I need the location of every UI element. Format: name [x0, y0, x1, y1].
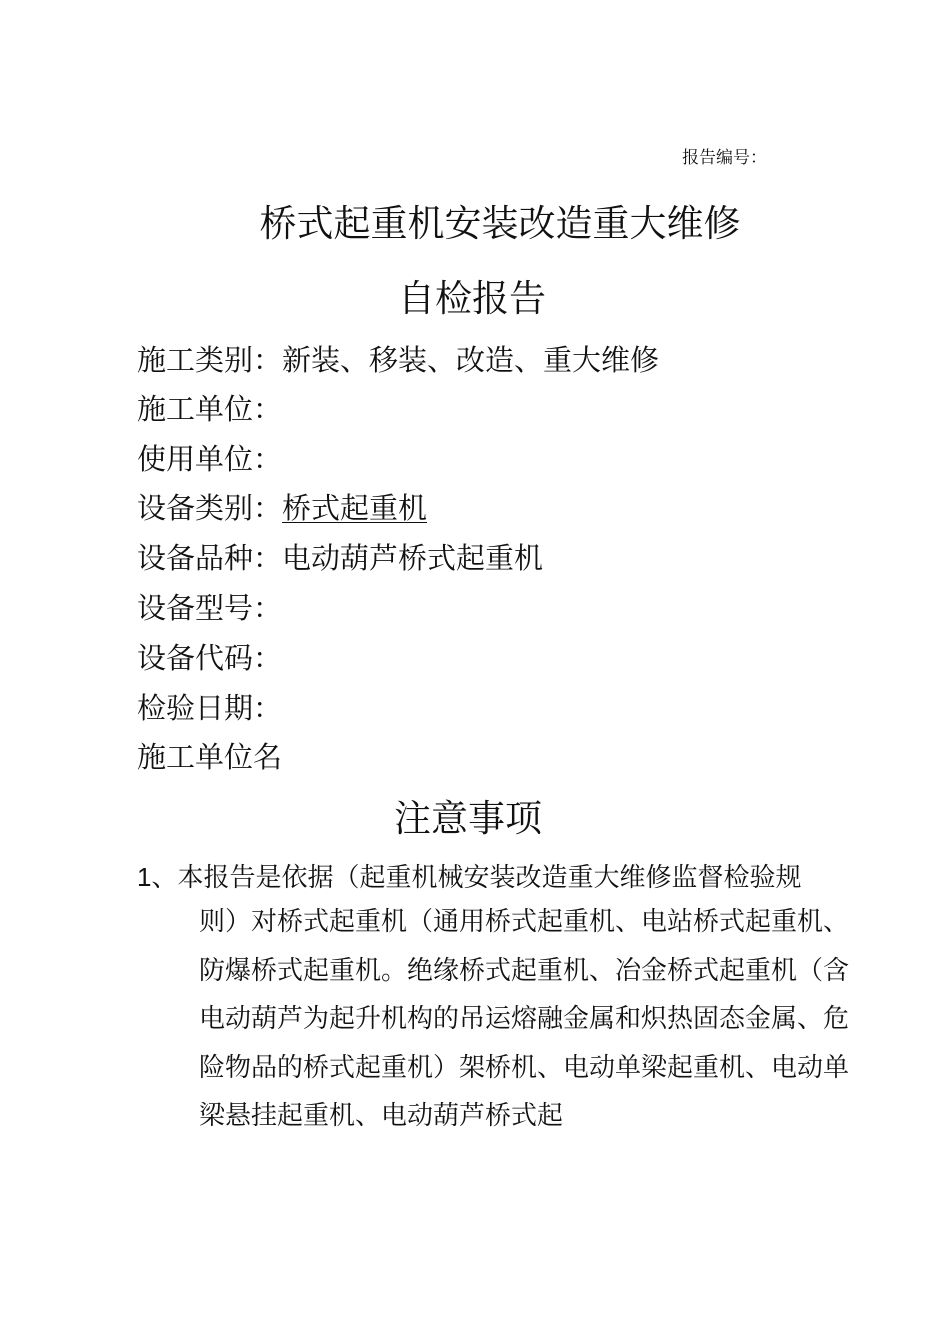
- notice-item-number: 1: [137, 862, 152, 892]
- field-value: 电动葫芦桥式起重机: [282, 541, 544, 575]
- field-equipment-variety: [137, 540, 543, 576]
- field-value: 桥式起重机: [282, 491, 428, 525]
- field-label: 检验日期：: [137, 691, 283, 725]
- field-label: 施工单位名: [137, 740, 283, 774]
- field-value: 新装、移装、改造、重大维修: [282, 343, 660, 377]
- notice-item-first-line: [137, 857, 872, 898]
- notice-line: 险物品的桥式起重机）架桥机、电动单梁起重机、电动单: [199, 1052, 850, 1083]
- notice-line: 则）对桥式起重机（通用桥式起重机、电站桥式起重机、: [199, 907, 850, 937]
- notice-item-text: 、本报告是依据（起重机械安装改造重大维修监督检验规: [151, 863, 802, 893]
- field-equipment-category: [137, 490, 427, 526]
- document-subtitle: 自检报告: [398, 277, 546, 320]
- field-inspection-date: [137, 690, 282, 726]
- field-label: 施工单位：: [137, 392, 283, 426]
- field-label: 施工类别：: [137, 343, 283, 377]
- notice-line: 梁悬挂起重机、电动葫芦桥式起: [199, 1101, 564, 1132]
- field-user-unit: [137, 441, 282, 477]
- notice-item-1: [137, 857, 872, 1141]
- document-title: 桥式起重机安装改造重大维修: [259, 202, 741, 245]
- notice-line: 防爆桥式起重机。绝缘桥式起重机、冶金桥式起重机（含: [199, 955, 850, 986]
- field-construction-unit-name: [137, 739, 282, 775]
- field-equipment-code: [137, 640, 282, 676]
- field-label: 设备代码：: [137, 641, 283, 675]
- field-label: 设备品种：: [137, 541, 283, 575]
- field-label: 设备类别：: [137, 491, 283, 525]
- field-label: 设备型号：: [137, 591, 283, 625]
- notice-heading: 注意事项: [394, 797, 542, 840]
- field-label: 使用单位：: [137, 442, 283, 476]
- notice-item-continuation: [137, 898, 872, 1141]
- report-number-label: 报告编号：: [682, 148, 767, 168]
- notice-line: 电动葫芦为起升机构的吊运熔融金属和炽热固态金属、危: [199, 1004, 850, 1035]
- field-equipment-model: [137, 590, 282, 626]
- field-construction-unit: [137, 391, 282, 427]
- field-construction-type: [137, 342, 659, 378]
